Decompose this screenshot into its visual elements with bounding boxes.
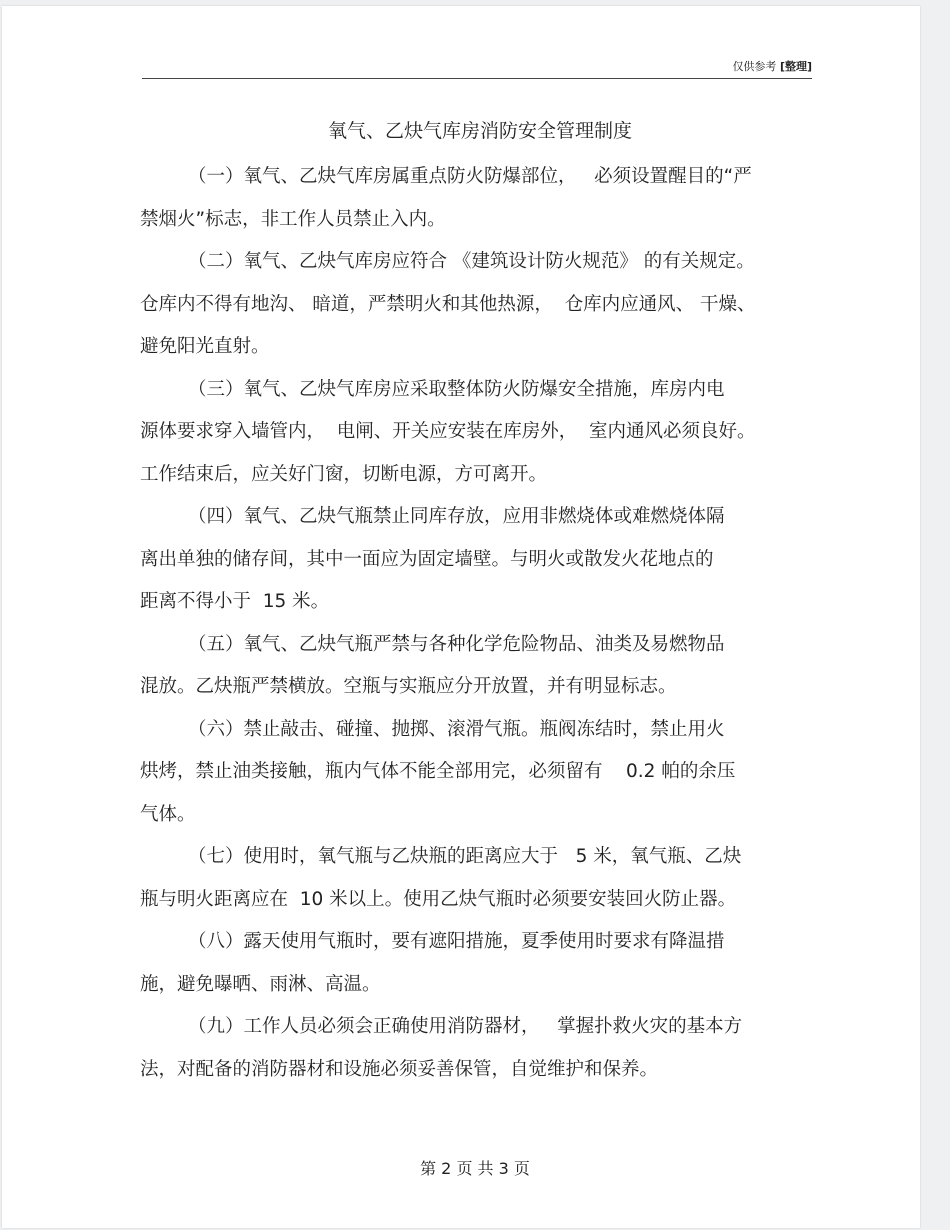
body-line: （七）使用时，氧气瓶与乙炔瓶的距离应大于 5 米，氧气瓶、乙炔 (188, 846, 742, 867)
header-tag: [整理] (779, 60, 812, 73)
body-line: 瓶与明火距离应在 10 米以上。使用乙炔气瓶时必须要安装回火防止器。 (140, 888, 737, 910)
body-line: （二）氧气、乙炔气库房应符合 《建筑设计防火规范》 的有关规定。 (188, 251, 755, 272)
body-line: （四）氧气、乙炔气瓶禁止同库存放，应用非燃烧体或难燃烧体隔 (188, 506, 725, 527)
body-line: （一）氧气、乙炔气库房属重点防火防爆部位， 必须设置醒目的“严 (188, 166, 752, 187)
body-line: 工作结束后，应关好门窗，切断电源，方可离开。 (140, 463, 548, 485)
body-line: （五）氧气、乙炔气瓶严禁与各种化学危险物品、油类及易燃物品 (188, 633, 725, 655)
body-line: 仓库内不得有地沟、 暗道，严禁明火和其他热源， 仓库内应通风、 干燥、 (140, 293, 756, 315)
page-header (142, 54, 812, 79)
body-line: 烘烤，禁止油类接触，瓶内气体不能全部用完，必须留有 0.2 帕的余压 (140, 761, 736, 782)
header-label: 仅供参考 (732, 60, 777, 73)
body-line: 施，避免曝晒、雨淋、高温。 (140, 973, 381, 995)
body-line: 距离不得小于 15 米。 (140, 591, 330, 612)
body-line: （六）禁止敲击、碰撞、抛掷、滚滑气瓶。瓶阀冻结时，禁止用火 (188, 718, 725, 740)
body-line: 避免阳光直射。 (140, 336, 270, 357)
body-line: （三）氧气、乙炔气库房应采取整体防火防爆安全措施，库房内电 (188, 378, 725, 400)
body-line: 离出单独的储存间，其中一面应为固定墙壁。与明火或散发火花地点的 (140, 548, 714, 570)
body-line: 源体要求穿入墙管内， 电闸、开关应安装在库房外， 室内通风必须良好。 (140, 421, 756, 442)
page-footer: 第 2 页 共 3 页 (420, 1159, 530, 1178)
body-line: 禁烟火”标志，非工作人员禁止入内。 (140, 208, 446, 230)
body-line: （八）露天使用气瓶时，要有遮阳措施，夏季使用时要求有降温措 (188, 931, 725, 952)
body-line: （九）工作人员必须会正确使用消防器材， 掌握扑救火灾的基本方 (188, 1016, 743, 1037)
header-text (732, 58, 812, 74)
document-body (140, 156, 830, 1091)
body-line: 混放。乙炔瓶严禁横放。空瓶与实瓶应分开放置，并有明显标志。 (140, 676, 677, 697)
document-title: 氧气、乙炔气库房消防安全管理制度 (327, 120, 632, 142)
body-line: 气体。 (140, 803, 196, 825)
body-line: 法，对配备的消防器材和设施必须妥善保管，自觉维护和保养。 (140, 1058, 659, 1080)
